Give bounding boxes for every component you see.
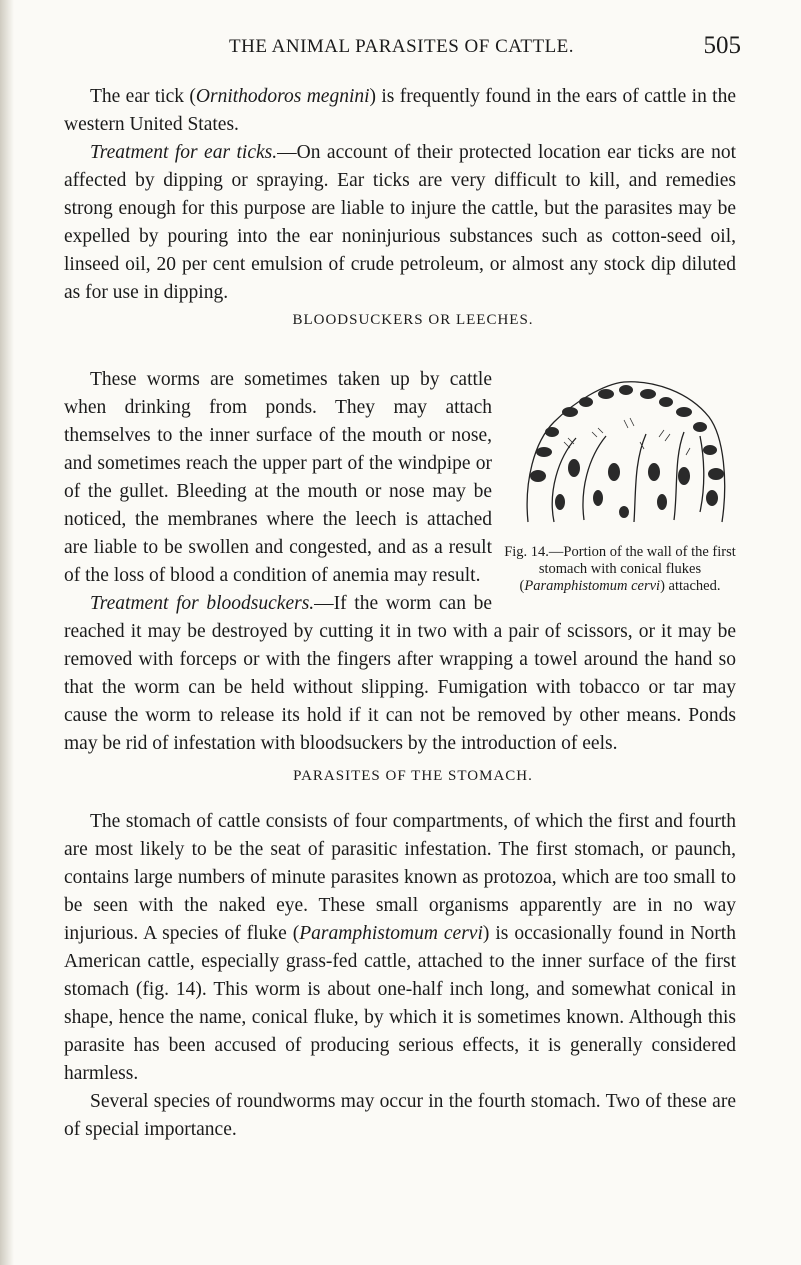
bloodsuckers-section [64, 366, 736, 758]
running-head: THE ANIMAL PARASITES OF CATTLE. [229, 36, 575, 57]
heading-stomach-parasites: PARASITES OF THE STOMACH. [293, 768, 533, 784]
figure-14-caption: Fig. 14.—Portion of the wall of the first stomach with conical flukes (Paramphistomum cervi) attached. [504, 544, 736, 594]
figure-14 [504, 366, 736, 595]
page-edge-shadow [0, 0, 14, 1265]
ear-tick-section [64, 83, 736, 307]
page-number: 505 [703, 32, 741, 59]
stomach-wall-flukes-illustration [514, 372, 736, 538]
paragraph-leeches: These worms are sometimes taken up by cattle when drinking from ponds. They may attach themselves to the inner surface of the mouth or nose, and sometimes reach the upper part of the windpipe or of the gullet. Bleeding at the mouth or nose may be noticed, the membranes where the leech is attached are liable to be swollen and congested, and as a result of the loss of blood a condition of anemia may result. [64, 369, 492, 586]
paragraph-stomach: The stomach of cattle consists of four compartments, of which the first and fourth are most likely to be the seat of parasitic infestation. The first stomach, or paunch, contains large numbers of minute parasites known as protozoa, which are too small to be seen with the naked eye. These small organisms apparently are in no way injurious. A species of fluke (Paramphistomum cervi) is occasionally found in North American cattle, especially grass-fed cattle, attached to the inner surface of the first stomach (fig. 14). This worm is about one-half inch long, and somewhat conical in shape, hence the name, conical fluke, by which it is sometimes known. Although this parasite has been accused of producing serious effects, it is generally considered harmless. [64, 811, 736, 1084]
paragraph-ear-tick-treatment: Treatment for ear ticks.—On account of their protected location ear ticks are not affected by dipping or spraying. Ear ticks are very difficult to kill, and remedies strong enough for this purpose are liable to injure the cattle, but the parasites may be expelled by pouring into the ear noninjurious substances such as cotton-seed oil, linseed oil, 20 per cent emulsion of crude petroleum, or almost any stock dip diluted as for use in dipping. [64, 142, 736, 303]
heading-bloodsuckers: BLOODSUCKERS OR LEECHES. [292, 312, 534, 328]
page-header [64, 32, 741, 66]
paragraph-bloodsuckers-treatment: Treatment for bloodsuckers.—If the worm can be reached it may be destroyed by cutting it in two with a pair of scissors, or it may be removed with forceps or with the fingers after wrapping a towel around the hand so that the worm can be held without slipping. Fumigation with tobacco or tar may cause the worm to release its hold if it can not be removed by other means. Ponds may be rid of infestation with bloodsuckers by the introduction of eels. [64, 593, 736, 754]
paragraph-roundworms: Several species of roundworms may occur in the fourth stomach. Two of these are of special importance. [64, 1091, 736, 1140]
paragraph-ear-tick: The ear tick (Ornithodoros megnini) is frequently found in the ears of cattle in the western United States. [64, 86, 736, 135]
stomach-section [64, 808, 736, 1144]
